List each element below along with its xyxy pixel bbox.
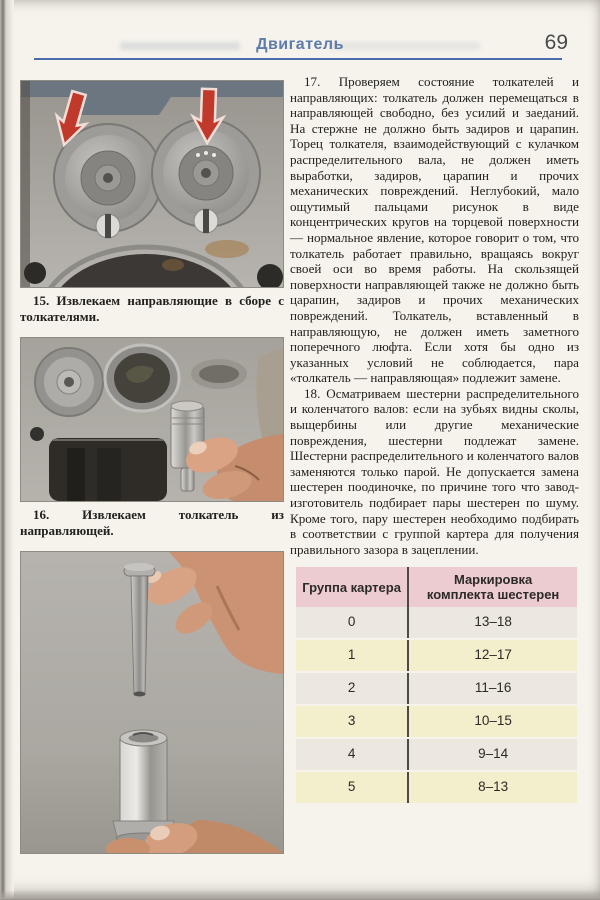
table-header-group: Группа картера — [302, 579, 401, 595]
installed-tappet-bore — [35, 348, 103, 416]
book-spine-shadow — [0, 0, 14, 900]
figure-15 — [20, 80, 284, 325]
photo-hand-extracting-tappet — [20, 337, 284, 502]
table-row: 4 9–14 — [296, 739, 577, 772]
table-row: 0 13–18 — [296, 607, 577, 640]
table-row: 1 12–17 — [296, 640, 577, 673]
page-number: 69 — [544, 31, 568, 54]
header-rule — [34, 58, 562, 60]
figure-16-caption: 16. Извлекаем толкатель из направляющей. — [20, 507, 284, 538]
table-header-row — [296, 567, 577, 607]
page-header-title: Двигатель — [256, 36, 344, 53]
paragraph-17: 17. Проверяем состояние толкателей и направляющих: толкатель должен перемещаться в направляющей свободно, без усилий и заеданий. На стержне не должно быть задиров и царапин. Торец толкателя, взаимодействующий с кулачком распределительного вала, не должен иметь выработки, задиров, царапин и прочих механических повреждений. Неглубокий, мало ощутимый пальцами рисунок в виде концентрических кругов на торцевой поверхности — нормальное явление, которое говорит о том, что толкатель работает правильно, вращаясь вокруг своей оси во время работы. На скользящей поверхности направляющей также не должно быть царапин, задиров и прочих механических повреждений. Толкатель, вставленный в направляющую, не должен иметь заметного поперечного люфта. Если хотя бы одно из указанных условий не соблюдается, пара «толкатель — направляющая» подлежит замене. — [290, 74, 579, 386]
table-row: 5 8–13 — [296, 772, 577, 805]
figure-bottom-photo — [20, 551, 284, 854]
crankcase-opening — [49, 438, 167, 501]
figure-16 — [20, 337, 284, 539]
empty-guide-bore — [105, 345, 179, 411]
gear-marking-table — [296, 567, 577, 805]
paragraph-18: 18. Осматриваем шестерни распределительного и коленчатого валов: если на зубьях видны сколы, выщербины или другие механические повреждения, шестерни подлежат замене. Шестерни распределительного и коленчатого валов заменяются только парой. Не допускается замена шестерен поодиночке, по причине того что завод-изготовитель подбирает пары шестерен по шуму. Кроме того, пару шестерен необходимо подбирать в соответствии с группой картера для получения правильного зазора в зацеплении. — [290, 385, 579, 557]
page-bottom-shadow — [0, 890, 600, 900]
photo-tappet-and-guide — [20, 551, 284, 854]
table-row: 3 10–15 — [296, 706, 577, 739]
table-row: 2 11–16 — [296, 673, 577, 706]
figure-15-caption: 15. Извлекаем направляющие в сборе с толкателями. — [20, 293, 284, 324]
table-header-marking: Маркировка комплекта шестерен — [407, 567, 577, 607]
photo-cylinder-head-arrows — [20, 80, 284, 288]
right-column — [290, 74, 579, 805]
left-column — [20, 80, 284, 854]
shallow-recess — [191, 359, 247, 389]
